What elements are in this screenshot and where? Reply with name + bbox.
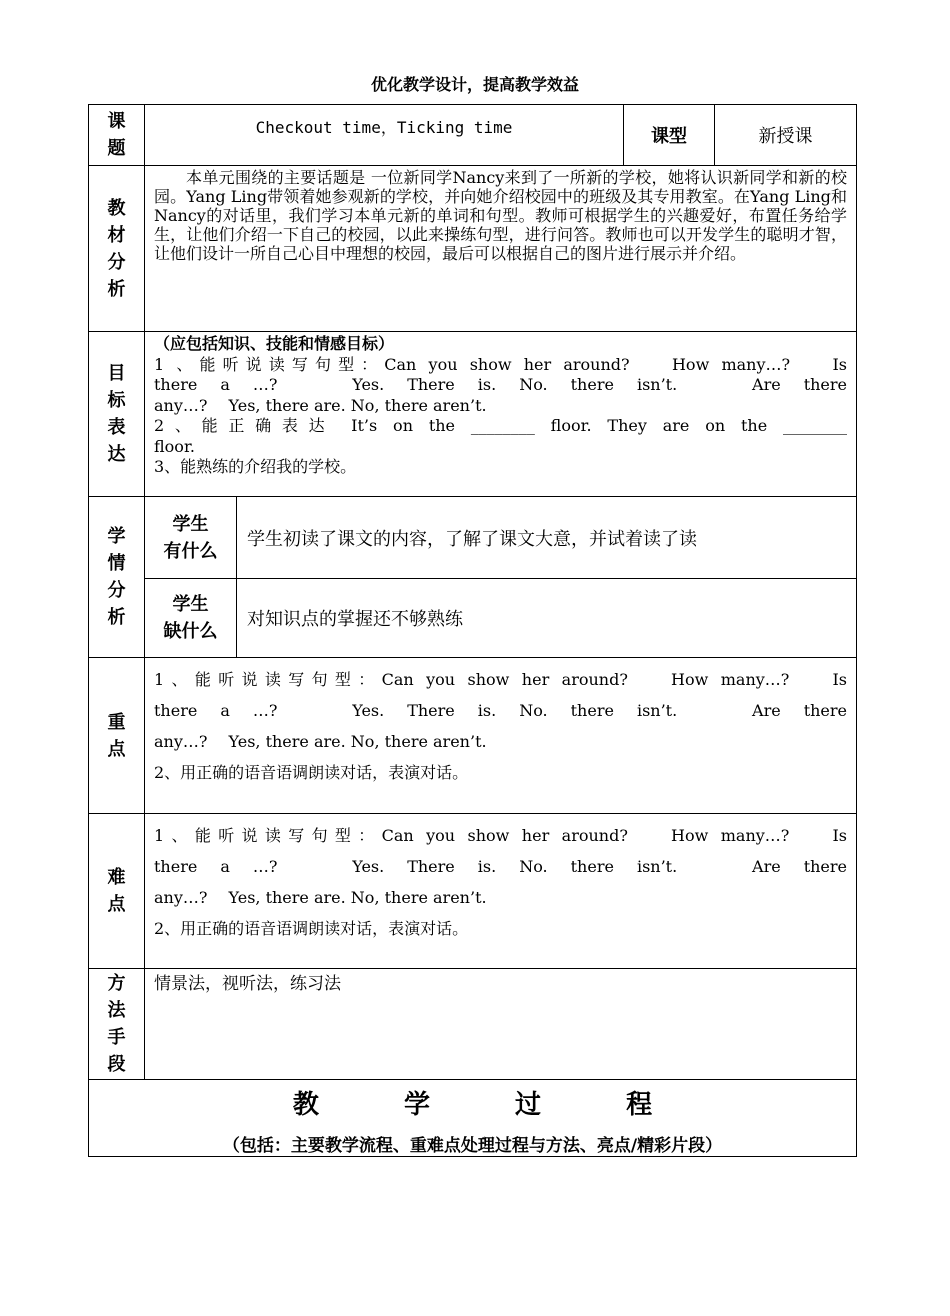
goals-row	[89, 332, 857, 497]
difficulties-text: 1、能听说读写句型：Can you show her around? How many…? Is there a …? Yes. There is. No. there isn’t. Are there any…? Yes, there are. No, there aren’t. 2、用正确的语音语调朗读对话，表演对话。	[145, 814, 857, 969]
methods-row	[89, 969, 857, 1080]
difficulties-row	[89, 814, 857, 969]
methods-text: 情景法，视听法，练习法	[145, 969, 857, 1080]
students-have-text: 学生初读了课文的内容，了解了课文大意，并试着读了读	[237, 497, 857, 579]
students-have-label: 学生 有什么	[145, 497, 237, 579]
lesson-type-value: 新授课	[715, 105, 857, 166]
material-analysis-row	[89, 166, 857, 332]
key-points-row	[89, 658, 857, 814]
goals-label: 目 标 表 达	[89, 332, 145, 497]
lesson-plan-table	[88, 104, 857, 1157]
material-analysis-text: 本单元围绕的主要话题是 一位新同学Nancy来到了一所新的学校，她将认识新同学和新的校园。Yang Ling带领着她参观新的学校，并向她介绍校园中的班级及其专用教室。在Yang Ling和Nancy的对话里，我们学习本单元新的单词和句型。教师可根据学生的兴趣爱好，布置任务给学生，让他们介绍一下自己的校园，以此来操练句型，进行问答。教师也可以开发学生的聪明才智，让他们设计一所自己心目中理想的校园，最后可以根据自己的图片进行展示并介绍。	[145, 166, 857, 332]
process-subtitle: （包括：主要教学流程、重难点处理过程与方法、亮点/精彩片段）	[222, 1136, 723, 1156]
goals-text: （应包括知识、技能和情感目标） 1 、能听说读写句型：Can you show her around? How many…? Is there a …? Yes. There is. No. there isn’t. Are there any…? Yes, there are. No, there aren’t. 2、能正确表达 It’s on the ________ floor. They are on the ________ floor. 3、能熟练的介绍我的学校。	[145, 332, 857, 497]
process-title: 教 学 过 程	[292, 1090, 653, 1120]
key-points-label: 重 点	[89, 658, 145, 814]
goals-note: （应包括知识、技能和情感目标）	[154, 334, 395, 353]
material-analysis-label: 教 材 分 析	[89, 166, 145, 332]
lesson-title-row	[89, 105, 857, 166]
lesson-title-label: 课 题	[89, 105, 145, 166]
lesson-title-value: Checkout time，Ticking time	[145, 105, 624, 166]
page-title: 优化教学设计，提高教学效益	[370, 75, 579, 94]
students-lack-row	[89, 579, 857, 658]
lesson-type-label: 课型	[624, 105, 715, 166]
student-analysis-label: 学 情 分 析	[89, 497, 145, 658]
process-row	[89, 1080, 857, 1157]
process-cell	[89, 1080, 857, 1157]
key-points-text: 1、能听说读写句型：Can you show her around? How many…? Is there a …? Yes. There is. No. there isn’t. Are there any…? Yes, there are. No, there aren’t. 2、用正确的语音语调朗读对话，表演对话。	[145, 658, 857, 814]
students-lack-label: 学生 缺什么	[145, 579, 237, 658]
difficulties-label: 难 点	[89, 814, 145, 969]
methods-label: 方 法 手 段	[89, 969, 145, 1080]
students-have-row	[89, 497, 857, 579]
students-lack-text: 对知识点的掌握还不够熟练	[237, 579, 857, 658]
